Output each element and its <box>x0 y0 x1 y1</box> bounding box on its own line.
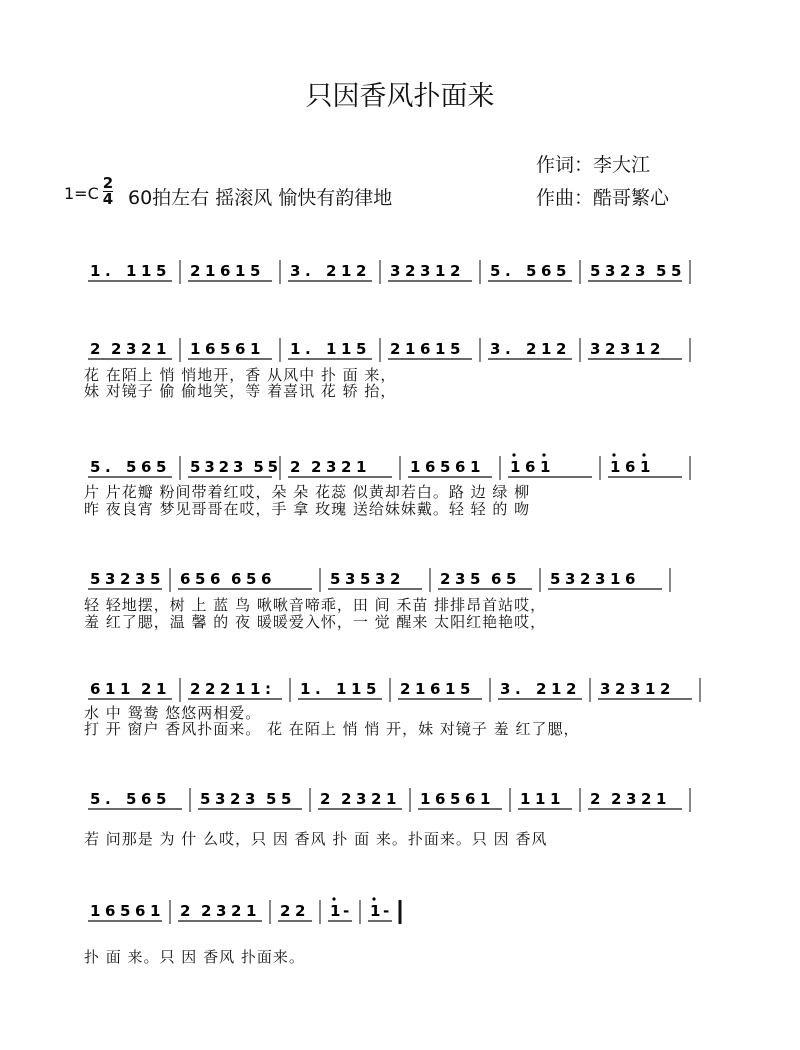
note-digit: 1 <box>336 680 347 698</box>
note-digit: . <box>505 340 511 358</box>
note-digit: 5 <box>156 790 167 808</box>
note-digit: - <box>343 902 350 920</box>
note-digit: 1 <box>235 680 246 698</box>
lyric-verse-1-line-3: 片 片花瓣 粉间带着红哎，朵 朵 花蕊 似黄却若白。路 边 绿 柳 <box>84 483 531 501</box>
note-digit: 2 <box>190 680 201 698</box>
note-digit: 2 <box>111 340 122 358</box>
high-octave-dot <box>612 453 615 456</box>
note-digit: . <box>315 680 321 698</box>
note-digit: 3 <box>600 680 611 698</box>
note-digit: 1 <box>640 458 651 476</box>
note-digit: 1 <box>610 458 621 476</box>
note-digit: 2 <box>141 340 152 358</box>
note-digit: 2 <box>650 340 661 358</box>
note-digit: 1 <box>141 262 152 280</box>
lyric-verse-2-line-2: 妹 对镜子 偷 偷地笑，等 着喜讯 花 轿 抬， <box>84 382 397 400</box>
note-digit: 2 <box>120 570 131 588</box>
note-digit: 1 <box>535 790 546 808</box>
note-digit: 3 <box>245 790 256 808</box>
note-digit: 6 <box>105 902 116 920</box>
note-digit: 2 <box>620 262 631 280</box>
note-digit: 5 <box>266 790 277 808</box>
note-digit: 6 <box>135 902 146 920</box>
note-digit: 3 <box>326 458 337 476</box>
note-digit: 1 <box>435 340 446 358</box>
note-digit: 2 <box>230 790 241 808</box>
note-digit: 1 <box>645 680 656 698</box>
note-digit: 2 <box>201 902 212 920</box>
time-signature-top: 2 <box>102 174 114 192</box>
note-digit: . <box>515 680 521 698</box>
note-digit: 5 <box>190 458 201 476</box>
high-octave-dot <box>332 897 335 900</box>
time-signature-bottom: 4 <box>102 190 114 208</box>
high-octave-dot <box>512 453 515 456</box>
note-digit: 3 <box>204 458 215 476</box>
note-digit: 2 <box>218 458 230 476</box>
note-digit: 6 <box>491 570 502 588</box>
note-digit: 1 <box>635 340 646 358</box>
note-digit: 1 <box>520 790 531 808</box>
note-digit: 5 <box>440 458 451 476</box>
high-octave-dot <box>372 897 375 900</box>
note-digit: 1 <box>415 680 426 698</box>
lyric-verse-2-line-3: 昨 夜良宵 梦见哥哥在哎，手 拿 玫瑰 送给妹妹戴。轻 轻 的 吻 <box>84 500 531 518</box>
note-digit: 1 <box>120 680 131 698</box>
note-digit: 5 <box>470 570 481 588</box>
note-digit: 5 <box>150 570 161 588</box>
note-digit: 1 <box>656 790 667 808</box>
note-digit: 2 <box>390 340 401 358</box>
note-digit: 6 <box>525 458 536 476</box>
tempo-marking: 60拍左右 摇滚风 愉快有韵律地 <box>128 187 393 209</box>
note-digit: 1 <box>435 262 446 280</box>
note-digit: 5 <box>246 570 257 588</box>
note-digit: 1 <box>341 262 352 280</box>
note-digit: 6 <box>261 570 272 588</box>
note-digit: 1 <box>330 902 341 920</box>
note-digit: . <box>105 262 111 280</box>
note-digit: 3 <box>390 262 401 280</box>
note-digit: . <box>305 262 311 280</box>
note-digit: 1 <box>551 680 562 698</box>
note-digit: 1 <box>300 680 311 698</box>
note-digit: 5 <box>360 570 371 588</box>
note-digit: 5 <box>490 262 501 280</box>
note-digit: 2 <box>390 570 401 588</box>
note-digit: 2 <box>566 680 577 698</box>
note-digit: 1 <box>420 790 431 808</box>
note-digit: 6 <box>420 340 431 358</box>
note-digit: 3 <box>455 570 466 588</box>
note-digit: 2 <box>590 790 601 808</box>
note-digit: 6 <box>210 570 221 588</box>
note-digit: 2 <box>660 680 671 698</box>
note-digit: 2 <box>371 790 382 808</box>
note-digit: 2 <box>440 570 451 588</box>
note-digit: 5 <box>90 790 101 808</box>
score-line-6 <box>82 784 702 818</box>
note-digit: 1 <box>510 458 521 476</box>
note-digit: 2 <box>526 340 537 358</box>
note-digit: 2 <box>205 680 216 698</box>
lyric-verse-1-line-5: 水 中 鸳鸯 悠悠两相爱。 <box>84 704 262 722</box>
note-digit: 5 <box>450 790 461 808</box>
note-digit: 1 <box>190 340 201 358</box>
note-digit: 2 <box>320 790 331 808</box>
note-digit: 1 <box>386 790 397 808</box>
note-digit: 1 <box>610 570 621 588</box>
note-digit: 5 <box>366 680 377 698</box>
score-line-1 <box>82 256 702 290</box>
note-digit: 3 <box>595 570 606 588</box>
note-digit: 2 <box>615 680 626 698</box>
note-digit: 5 <box>195 570 206 588</box>
note-digit: 1 <box>470 458 481 476</box>
note-digit: 6 <box>220 262 231 280</box>
note-digit: 5 <box>200 790 211 808</box>
note-digit: 3 <box>565 570 576 588</box>
note-digit: 2 <box>220 680 231 698</box>
lyric-verse-1-line-4: 轻 轻地摆，树 上 蓝 鸟 啾啾音啼乖，田 间 禾苗 排排昂首站哎， <box>84 596 547 614</box>
note-digit: 2 <box>400 680 411 698</box>
note-digit: . <box>105 458 111 476</box>
note-digit: 1 <box>250 340 261 358</box>
note-digit: 1 <box>326 340 337 358</box>
note-digit: 5 <box>550 570 561 588</box>
note-digit: 5 <box>120 902 131 920</box>
note-digit: 2 <box>90 340 101 358</box>
note-digit: 2 <box>341 458 352 476</box>
note-digit: 3 <box>420 262 431 280</box>
note-digit: 1 <box>290 340 301 358</box>
note-digit: 2 <box>341 790 352 808</box>
note-digit: 3 <box>626 790 637 808</box>
note-digit: 1 <box>150 902 161 920</box>
note-digit: 3 <box>126 340 137 358</box>
note-digit: 6 <box>625 570 636 588</box>
note-digit: 1 <box>405 340 416 358</box>
note-digit: 2 <box>231 902 242 920</box>
note-digit: . <box>305 340 311 358</box>
note-digit: 5 <box>556 262 567 280</box>
note-digit: 2 <box>405 262 416 280</box>
note-digit: - <box>383 902 390 920</box>
note-digit: 5 <box>156 458 167 476</box>
note-digit: 6 <box>231 570 242 588</box>
note-digit: 2 <box>450 262 461 280</box>
note-digit: 6 <box>455 458 466 476</box>
note-digit: 1 <box>205 262 216 280</box>
note-digit: 1 <box>356 458 367 476</box>
note-digit: 5 <box>126 458 137 476</box>
note-digit: 1 <box>90 262 101 280</box>
note-digit: 2 <box>290 458 301 476</box>
note-digit: 2 <box>326 262 337 280</box>
note-digit: 2 <box>141 680 152 698</box>
note-digit: 5 <box>450 340 461 358</box>
high-octave-dot <box>642 453 645 456</box>
note-digit: 6 <box>465 790 476 808</box>
note-digit: : <box>265 680 271 698</box>
note-digit: 5 <box>220 340 231 358</box>
lyric-verse-2-line-4: 羞 红了腮，温 馨 的 夜 暖暖爱入怀，一 觉 醒来 太阳红艳艳哎， <box>84 613 547 631</box>
note-digit: 3 <box>216 902 227 920</box>
note-digit: 3 <box>590 340 601 358</box>
note-digit: 2 <box>641 790 652 808</box>
note-digit: 6 <box>141 790 152 808</box>
note-digit: 3 <box>500 680 511 698</box>
composer-credit: 作曲：酷哥繁心 <box>536 187 670 209</box>
note-digit: 5 <box>671 262 682 280</box>
note-digit: . <box>105 790 111 808</box>
note-digit: 2 <box>536 680 547 698</box>
note-digit: 5 <box>126 790 137 808</box>
note-digit: 5 <box>330 570 341 588</box>
note-digit: 2 <box>605 340 616 358</box>
note-digit: 6 <box>205 340 216 358</box>
note-digit: 3 <box>635 262 646 280</box>
note-digit: 5 <box>267 458 279 476</box>
note-digit: 6 <box>235 340 246 358</box>
note-digit: 1 <box>90 902 101 920</box>
note-digit: 1 <box>126 262 137 280</box>
note-digit: 1 <box>351 680 362 698</box>
note-digit: 5 <box>156 262 167 280</box>
note-digit: 1 <box>341 340 352 358</box>
note-digit: 3 <box>105 570 116 588</box>
note-digit: 5 <box>253 458 264 476</box>
note-digit: 2 <box>556 340 567 358</box>
note-digit: 1 <box>105 680 116 698</box>
score-line-4 <box>82 564 702 598</box>
score-line-7 <box>82 896 702 930</box>
note-digit: 1 <box>246 902 257 920</box>
note-digit: 3 <box>490 340 501 358</box>
note-digit: 5 <box>590 262 601 280</box>
note-digit: 6 <box>430 680 441 698</box>
note-digit: 3 <box>345 570 356 588</box>
key-signature: 1=C <box>64 184 99 203</box>
note-digit: 1 <box>370 902 381 920</box>
note-digit: 2 <box>190 262 201 280</box>
song-title: 只因香风扑面来 <box>305 81 495 112</box>
lyric-verse-2-line-5: 打 开 窗户 香风扑面来。 花 在陌上 悄 悄 开，妹 对镜子 羞 红了腮， <box>84 720 580 738</box>
note-digit: 1 <box>410 458 421 476</box>
note-digit: 5 <box>506 570 517 588</box>
high-octave-dot <box>542 453 545 456</box>
score-line-2 <box>82 334 702 368</box>
note-digit: 2 <box>180 902 191 920</box>
note-digit: 3 <box>375 570 386 588</box>
lyric-verse-1-line-2: 花 在陌上 悄 悄地开，香 从风中 扑 面 来， <box>84 366 397 384</box>
note-digit: 5 <box>526 262 537 280</box>
note-digit: 2 <box>580 570 591 588</box>
note-digit: 3 <box>233 458 244 476</box>
note-digit: 3 <box>290 262 301 280</box>
note-digit: 1 <box>235 262 246 280</box>
note-digit: 6 <box>435 790 446 808</box>
note-digit: 1 <box>480 790 491 808</box>
note-digit: 3 <box>135 570 146 588</box>
note-digit: 3 <box>630 680 641 698</box>
lyric-line-6: 若 问那是 为 什 么哎，只 因 香风 扑 面 来。扑面来。只 因 香风 <box>84 830 548 848</box>
note-digit: 5 <box>250 262 261 280</box>
note-digit: 5 <box>90 458 101 476</box>
note-digit: 1 <box>550 790 561 808</box>
lyric-line-7: 扑 面 来。只 因 香风 扑面来。 <box>84 948 305 966</box>
note-digit: 3 <box>356 790 367 808</box>
note-digit: 3 <box>215 790 226 808</box>
note-digit: 5 <box>90 570 101 588</box>
note-digit: 1 <box>540 458 551 476</box>
note-digit: 1 <box>156 680 167 698</box>
note-digit: 2 <box>311 458 322 476</box>
note-digit: 2 <box>356 262 367 280</box>
lyricist-credit: 作词：李大江 <box>536 154 651 176</box>
note-digit: 2 <box>611 790 622 808</box>
note-digit: 6 <box>541 262 552 280</box>
note-digit: 6 <box>180 570 191 588</box>
note-digit: 1 <box>156 340 167 358</box>
note-digit: 6 <box>141 458 152 476</box>
time-signature <box>102 176 114 207</box>
note-digit: 6 <box>90 680 101 698</box>
note-digit: 3 <box>620 340 631 358</box>
note-digit: . <box>505 262 511 280</box>
note-digit: 5 <box>656 262 667 280</box>
note-digit: 5 <box>281 790 292 808</box>
note-digit: 6 <box>425 458 436 476</box>
note-digit: 2 <box>295 902 306 920</box>
note-digit: 1 <box>541 340 552 358</box>
note-digit: 1 <box>445 680 456 698</box>
note-digit: 5 <box>460 680 471 698</box>
note-digit: 2 <box>280 902 291 920</box>
note-digit: 3 <box>605 262 616 280</box>
note-digit: 1 <box>250 680 261 698</box>
note-digit: 5 <box>356 340 367 358</box>
note-digit: 6 <box>625 458 636 476</box>
